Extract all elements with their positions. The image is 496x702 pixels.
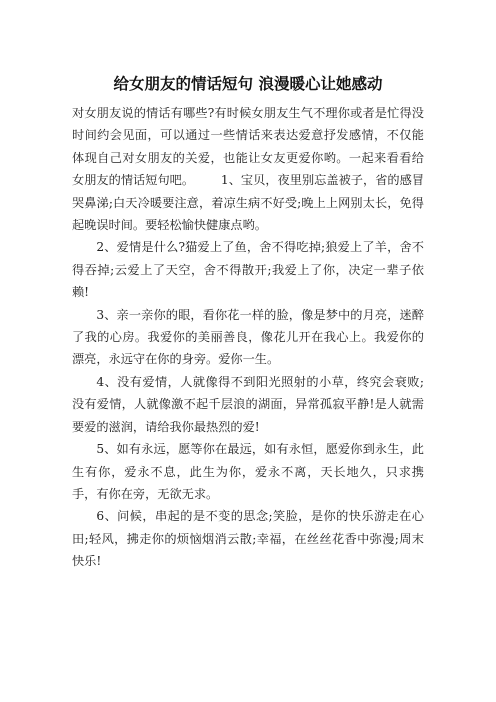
item-6-paragraph: 6、问候，串起的是不变的思念;笑脸，是你的快乐游走在心田;轻风，拂走你的烦恼烟消云散;幸福，在丝丝花香中弥漫;周末快乐! xyxy=(72,509,424,569)
document-title: 给女朋友的情话短句 浪漫暖心让她感动 xyxy=(113,75,383,93)
item-5-paragraph: 5、如有永远，愿等你在最远，如有永恒，愿爱你到永生，此生有你，爱永不息，此生为你，爱永不离，天长地久，只求携手，有你在旁，无欲无求。 xyxy=(72,442,424,501)
item-1-text: 1、宝贝，夜里别忘盖被子，省的感冒哭鼻涕;白天冷暖要注意，着凉生病不好受;晚上上网别太长，免得起晚误时间。要轻松愉快健康点哟。 xyxy=(72,173,425,233)
intro-text: 对女朋友说的情话有哪些?有时候女朋友生气不理你或者是忙得没时间约会见面，可以通过一些情话来表达爱意抒发感情，不仅能体现自己对女朋友的关爱，也能让女友更爱你哟。一起来看看给女朋友的情话短句吧。 xyxy=(72,106,424,188)
item-4-paragraph: 4、没有爱情，人就像得不到阳光照射的小草，终究会衰败;没有爱情，人就像激不起千层浪的湖面，异常孤寂平静!是人就需要爱的滋润，请给我你最热烈的爱! xyxy=(72,374,424,434)
item-2-paragraph: 2、爱情是什么?猫爱上了鱼，舍不得吃掉;狼爱上了羊，舍不得吞掉;云爱上了天空，舍不得散开;我爱上了你，决定一辈子依赖! xyxy=(72,240,424,300)
document-page xyxy=(72,72,424,573)
item-3-paragraph: 3、亲一亲你的眼，看你花一样的脸，像是梦中的月亮，迷醉了我的心房。我爱你的美丽善良，像花儿开在我心上。我爱你的漂亮，永远守在你的身旁。爱你一生。 xyxy=(72,307,424,367)
intro-paragraph xyxy=(72,102,424,236)
